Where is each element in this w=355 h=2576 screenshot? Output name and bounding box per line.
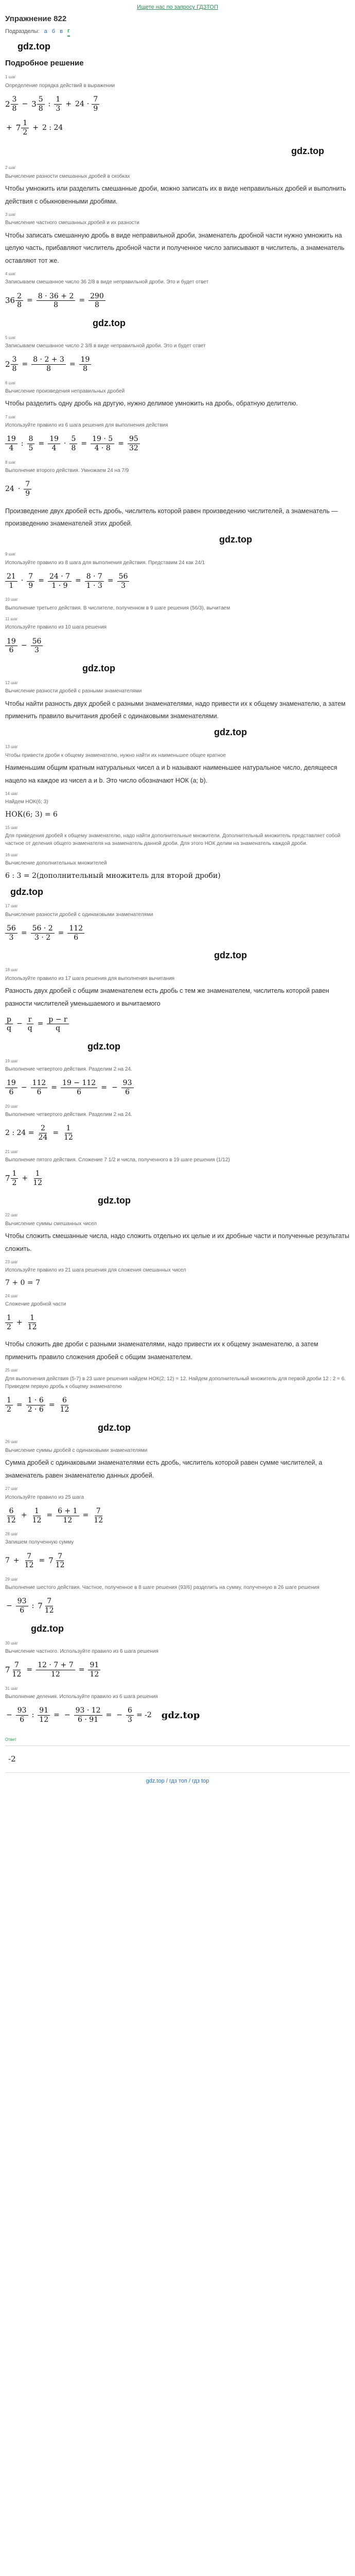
formula: $\frac{1}{2}$ + $\frac{1}{12}$ (5, 1312, 350, 1333)
step-1 (5, 74, 350, 138)
explanation: Наименьшим общим кратным натуральных чисел a и b называют наименьшее натуральное число, делящееся нацело на каждое из чисел a и b. Это число обозначают НОК (a; b). (5, 764, 338, 784)
step-description: Используйте правило из 8 шага для выполнения действия. Представим 24 как 24/1 (5, 560, 205, 566)
answer-box (5, 1745, 350, 1773)
step-description: Найдем НОК(6; 3) (5, 799, 48, 805)
watermark: gdz.top (87, 1041, 120, 1052)
step-4 (5, 271, 350, 311)
formula: $\frac{1}{2}$ = $\frac{1 \cdot 6}{2 \cdot 6}$ = $\frac{6}{12}$ (5, 1395, 350, 1416)
step-label: 4 шаг (5, 271, 16, 276)
step-22 (5, 1212, 350, 1255)
step-label: 1 шаг (5, 75, 16, 80)
step-description: Выполнение пятого действия. Сложение 7 1/2 и числа, полученного в 19 шаге решения (1/12) (5, 1157, 230, 1163)
step-description: Выполнение третьего действия. В числителе, полученном в 9 шаге решения (56/3), вычитаем (5, 605, 230, 611)
step-description: Записываем смешанное число 36 2/8 в виде неправильной дроби. Это и будет ответ (5, 279, 209, 285)
formula-part: 2 : 24 = (5, 1128, 34, 1137)
step-29 (5, 1577, 350, 1617)
step-description: Выполнение второго действия. Умножаем 24 на 7/9 (5, 468, 129, 474)
step-description: Используйте правило из 6 шага решения для выполнения действия (5, 422, 168, 429)
watermark: gdz.top (82, 663, 115, 673)
subsection-b[interactable]: б (51, 28, 56, 35)
step-description: Используйте правило из 21 шага решения для сложения смешанных чисел (5, 1267, 186, 1274)
step-label: 11 шаг (5, 617, 18, 622)
step-label: 23 шаг (5, 1259, 18, 1264)
step-label: 26 шаг (5, 1439, 18, 1445)
step-description: Вычисление суммы смешанных чисел (5, 1221, 97, 1227)
step-7 (5, 414, 350, 454)
step-11 (5, 616, 350, 656)
step-label: 29 шаг (5, 1577, 18, 1582)
step-6 (5, 380, 350, 410)
step-label: 27 шаг (5, 1486, 18, 1492)
formula: $\frac{6}{12}$ + $\frac{1}{12}$ = $\frac{6 + 1}{12}$ = $\frac{7}{12}$ (7, 1506, 103, 1524)
formula: $\frac{21}{1}$ · $\frac{7}{9}$ = $\frac{24 \cdot 7}{1 \cdot 9}$ = $\frac{8 \cdot 7}{1 \cdot 3}$ = $\frac{56}{3}$ (5, 571, 350, 591)
formula-part: = -2 (136, 1710, 152, 1719)
formula: 36 $\frac{2}{8}$ = $\frac{8 \cdot 36 + 2}{8}$ = $\frac{290}{8}$ (5, 291, 350, 311)
step-21 (5, 1149, 350, 1189)
step-label: 9 шаг (5, 552, 16, 557)
step-label: 14 шаг (5, 791, 18, 796)
step-15 (5, 825, 350, 848)
step-12 (5, 680, 350, 723)
watermark: gdz.top (161, 1709, 200, 1721)
step-28 (5, 1531, 350, 1571)
explanation: Чтобы найти разность двух дробей с разными знаменателями, надо привести их к общему знаменателю, а затем применить правило вычитания дробей с одинаковыми знаменателями. (5, 700, 346, 720)
step-label: 10 шаг (5, 597, 18, 602)
subsections-label: Подразделы: (5, 28, 40, 35)
step-19 (5, 1058, 350, 1098)
formula: − $\frac{93}{6}$ : 7 $\frac{7}{12}$ (6, 1597, 54, 1615)
step-label: 30 шаг (5, 1640, 18, 1646)
formula: 7 $\frac{1}{2}$ + $\frac{1}{12}$ (5, 1170, 43, 1187)
step-18 (5, 967, 350, 1035)
step-8 (5, 460, 350, 530)
step-label: 25 шаг (5, 1368, 18, 1373)
subsection-a[interactable]: а (44, 28, 47, 35)
step-label: 18 шаг (5, 968, 18, 973)
step-label: 31 шаг (5, 1686, 18, 1691)
step-description: Сложение дробной части (5, 1301, 66, 1307)
step-26 (5, 1439, 350, 1482)
explanation: Чтобы умножить или разделить смешанные дроби, можно записать их в виде неправильных дробей и выполнить действия с обыкновенными дробями. (5, 185, 346, 205)
step-label: 28 шаг (5, 1532, 18, 1536)
explanation: Чтобы разделить одну дробь на другую, нужно делимое умножить на дробь, обратную делителю. (5, 400, 298, 408)
search-hint[interactable]: Ищете нас по запросу ГДЗТОП (137, 4, 218, 10)
watermark: gdz.top (98, 1195, 131, 1206)
answer-value: -2 (8, 1754, 16, 1764)
step-description: Чтобы привести дроби к общему знаменателю, нужно найти их наименьшее общее кратное (5, 752, 226, 758)
step-16 (5, 852, 350, 882)
watermark: gdz.top (214, 950, 247, 961)
step-description: Вычисление частного. Используйте правило из 6 шага решения (5, 1649, 158, 1655)
step-10 (5, 597, 350, 612)
step-label: 17 шаг (5, 904, 18, 909)
step-description: Вычисление частного смешанных дробей и их разности (5, 220, 139, 226)
formula: 7 + 0 = 7 (5, 1278, 40, 1287)
answer-label: Ответ (5, 1737, 16, 1742)
step-description: Определение порядка действий в выражении (5, 82, 115, 89)
step-description: Выполнение четвертого действия. Разделим 2 на 24. (5, 1112, 132, 1118)
footer-links[interactable]: gdz.top / гдз топ / гдз top (146, 1778, 209, 1785)
step-description: Вычисление суммы дробей с одинаковыми знаменателями (5, 1447, 148, 1453)
step-30 (5, 1640, 350, 1681)
step-label: 3 шаг (5, 212, 16, 217)
subsection-v[interactable]: в (60, 28, 63, 35)
step-description: Вычисление разности дробей с одинаковыми знаменателями (5, 911, 153, 918)
step-description: Вычисление разности смешанных дробей в скобках (5, 173, 130, 179)
formula: 7 + $\frac{7}{12}$ = 7 $\frac{7}{12}$ (5, 1552, 65, 1570)
step-25 (5, 1367, 350, 1415)
step-label: 2 шаг (5, 165, 16, 171)
step-5 (5, 335, 350, 375)
explanation: Чтобы сложить две дроби с разными знаменателями, надо привести их к общему знаменателю, а затем применить правило сложения дробей с общим знаменателем. (5, 1341, 318, 1361)
step-description: Для выполнения действия (5-7) в 23 шаге решения найдем НОК(2; 12) = 12. Найдем дополнительный множитель для первой дроби 12 : 2 = 6. Приведем первую дробь к общему знаменателю (5, 1376, 346, 1390)
solution-title: Подробное решение (5, 59, 84, 68)
step-24 (5, 1293, 350, 1364)
formula: − $\frac{93}{6}$ : $\frac{91}{12}$ = − $\frac{93 \cdot 12}{6 \cdot 91}$ = − $\frac{6}{3}$ = -2 gdz.top (6, 1706, 200, 1724)
step-label: 24 шаг (5, 1293, 18, 1298)
step-3 (5, 212, 350, 267)
formula: $\frac{19}{4}$ : $\frac{8}{5}$ = $\frac{19}{4}$ · $\frac{5}{8}$ = $\frac{19 \cdot 5}{4 \cdot 8}$ = $\frac{95}{32}$ (5, 434, 350, 454)
step-13 (5, 744, 350, 787)
step-label: 12 шаг (5, 680, 18, 685)
formula: 2 $\frac{3}{8}$ = $\frac{8 \cdot 2 + 3}{8}$ = $\frac{19}{8}$ (5, 354, 350, 375)
step-description: Вычисление разности дробей с разными знаменателями (5, 688, 142, 694)
step-9 (5, 551, 350, 591)
step-label: 21 шаг (5, 1149, 18, 1154)
step-description: Используйте правило из 17 шага решения для выполнения вычитания (5, 975, 174, 981)
step-description: Записываем смешанное число 2 3/8 в виде неправильной дроби. Это и будет ответ (5, 343, 206, 349)
step-2 (5, 165, 350, 208)
step-description: Запишем полученную сумму (5, 1539, 74, 1546)
step-label: 20 шаг (5, 1104, 18, 1109)
explanation: Разность двух дробей с общим знаменателем есть дробь с тем же знаменателем, числитель которой равен разности числителей уменьшаемого и вычитаемого (5, 987, 329, 1007)
step-label: 7 шаг (5, 414, 16, 419)
subsection-g[interactable]: г (67, 27, 70, 37)
step-description: Используйте правило из 10 шага решения (5, 624, 107, 631)
explanation: Произведение двух дробей есть дробь, числитель которой равен произведению числителей, а знаменатель — произведению знаменателей этих дробей. (5, 507, 338, 528)
watermark: gdz.top (10, 886, 43, 897)
step-27 (5, 1486, 350, 1526)
step-23 (5, 1259, 350, 1289)
formula: 7 $\frac{7}{12}$ = $\frac{12 \cdot 7 + 7}{12}$ = $\frac{91}{12}$ (5, 1660, 350, 1681)
step-description: Выполнение четвертого действия. Разделим 2 на 24. (5, 1066, 132, 1073)
step-20 (5, 1104, 350, 1144)
step-description: Вычисление дополнительных множителей (5, 860, 107, 867)
step-description: Выполнение шестого действия. Частное, полученное в 8 шаге решения (93/6) разделить на сумму, полученную в 26 шаге решения (5, 1585, 319, 1591)
step-label: 6 шаг (5, 380, 16, 385)
footer (5, 1777, 350, 1786)
watermark: gdz.top (31, 1623, 64, 1634)
formula: + 7 $\frac{1}{2}$ + 2 : 24 (6, 119, 63, 137)
step-31 (5, 1686, 350, 1726)
explanation: Чтобы сложить смешанные числа, надо сложить отдельно их целые и их дробные части и полученные результаты сложить. (5, 1232, 349, 1252)
watermark: gdz.top (93, 317, 126, 328)
step-label: 15 шаг (5, 825, 18, 830)
formula: 2 : 24 = $\frac{2}{24}$ = $\frac{1}{12}$ (5, 1124, 73, 1142)
step-label: 19 шаг (5, 1058, 18, 1063)
step-label: 22 шаг (5, 1213, 18, 1218)
watermark: gdz.top (291, 146, 324, 157)
watermark: gdz.top (17, 41, 50, 52)
formula: НОК(6; 3) = 6 (5, 810, 58, 819)
explanation: Сумма дробей с одинаковыми знаменателями есть дробь, числитель которой равен сумме числителей, а знаменатель равен знаменателю данных дробей. (5, 1459, 323, 1479)
formula: 6 : 3 = 2(дополнительный множитель для второй дроби) (5, 871, 221, 880)
step-label: 16 шаг (5, 852, 18, 857)
formula: 24 · $\frac{7}{9}$ (5, 479, 350, 500)
formula: $\frac{19}{6}$ − $\frac{112}{6}$ = $\frac{19 - 112}{6}$ = − $\frac{93}{6}$ (5, 1078, 350, 1098)
watermark: gdz.top (219, 534, 252, 545)
formula: 2 $\frac{3}{8}$ − 3 $\frac{5}{8}$ : $\frac{1}{3}$ + 24 · $\frac{7}{9}$ (5, 94, 350, 114)
step-description: Вычисление произведения неправильных дробей (5, 388, 125, 394)
formula: $\frac{p}{q}$ − $\frac{r}{q}$ = $\frac{p - r}{q}$ (5, 1014, 350, 1035)
page-title: Упражнение 822 (5, 14, 67, 24)
step-label: 5 шаг (5, 335, 16, 340)
watermark: gdz.top (98, 1422, 131, 1433)
step-17 (5, 903, 350, 943)
step-description: Для приведения дробей к общему знаменателю, надо найти дополнительные множители. Дополнительный множитель представляет собой частное от деления общего знаменателя на знаменатель данной дроби. Для этого НОК делим на знаменатель каждой дроби. (5, 833, 341, 847)
explanation: Чтобы записать смешанную дробь в виде неправильной дроби, знаменатель дробной части нужно умножить на целую часть, прибавляют числитель дробной части и полученное число записывают в числитель, а знаменатель оставляют тот же. (5, 231, 345, 264)
watermark: gdz.top (214, 727, 247, 738)
subsections-nav (5, 27, 350, 37)
step-label: 8 шаг (5, 460, 16, 465)
formula: $\frac{56}{3}$ = $\frac{56 \cdot 2}{3 \cdot 2}$ = $\frac{112}{6}$ (5, 923, 350, 943)
step-label: 13 шаг (5, 744, 18, 750)
step-description: Выполнение деления. Используйте правило из 6 шага решения (5, 1693, 158, 1700)
formula: $\frac{19}{6}$ − $\frac{56}{3}$ (5, 636, 350, 656)
step-14 (5, 791, 350, 821)
step-description: Используйте правило из 25 шага (5, 1494, 84, 1500)
